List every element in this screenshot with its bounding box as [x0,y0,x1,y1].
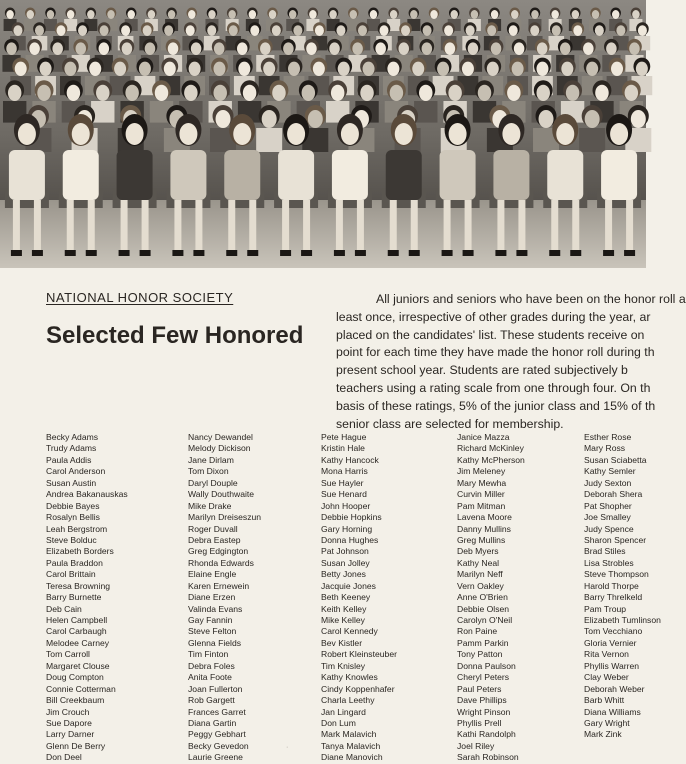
member-name: Andrea Bakanauskas [46,489,128,500]
member-name: Diane Manovich [321,752,383,763]
member-name: Melody Dickison [188,443,251,454]
member-name: Pat Shopher [584,500,632,511]
member-name: Sharon Spencer [584,534,647,545]
member-name: Valinda Evans [188,603,243,614]
member-name: Esther Rose [584,432,632,442]
member-name: Paula Addis [46,454,92,465]
member-name: Tom Vecchiano [584,626,643,637]
member-name: Melodee Carney [46,637,110,648]
intro-line: All juniors and seniors who have been on the honor roll a [376,292,686,306]
member-name: Brad Stiles [584,546,626,557]
member-name: Rita Vernon [584,649,629,660]
member-name: Pete Hague [321,432,367,442]
member-name: Becky Adams [46,432,99,442]
member-name: Debra Eastep [188,534,241,545]
intro-line: teachers using a rating scale from one through four. On th [336,380,651,395]
intro-line: least once, irrespective of other grades during the year, ar [336,309,651,324]
member-name: Diane Erzen [188,592,236,603]
member-name: Marilyn Neff [457,569,503,580]
member-name: Cindy Koppenhafer [321,683,395,694]
member-name: Donna Hughes [321,534,379,545]
intro-line: placed on the candidates' list. These students receive on [336,327,645,342]
member-name: Deb Cain [46,603,82,614]
member-name: Deborah Shera [584,489,643,500]
intro-line: senior class are selected for membership. [336,416,564,431]
names-column-3 [321,432,397,764]
names-column-4 [457,432,525,764]
member-name: Don Deel [46,752,82,763]
member-name: Tim Finton [188,649,229,660]
member-name: Beth Keeney [321,592,371,603]
member-name: Gary Wright [584,717,630,728]
member-name: Deborah Weber [584,683,645,694]
member-name: Dave Phillips [457,695,507,706]
names-column-1 [46,432,128,764]
member-name: Marilyn Dreiseszun [188,512,262,523]
member-name: Kathy Knowles [321,672,378,683]
member-name: Keith Kelley [321,603,367,614]
member-name: Pamm Parkin [457,637,509,648]
member-name: Anne O'Brien [457,592,508,603]
member-name: Pam Mitman [457,500,506,511]
member-name: Janice Mazza [457,432,510,442]
member-name: Ron Paine [457,626,498,637]
intro-line: basis of these ratings, 5% of the junior class and 15% of th [336,398,656,413]
member-name: Deb Myers [457,546,499,557]
member-name: Margaret Clouse [46,660,110,671]
member-name: Gary Horning [321,523,373,534]
section-label: NATIONAL HONOR SOCIETY [46,290,234,305]
member-name: Barry Burnette [46,592,102,603]
member-name: Tanya Malavich [321,740,381,751]
group-photo-icon [0,0,646,268]
member-name: Elaine Engle [188,569,237,580]
member-name: Steve Bolduc [46,534,97,545]
member-name: Rhonda Edwards [188,557,254,568]
member-name: Robert Kleinsteuber [321,649,397,660]
member-name: Bill Creekbaum [46,695,105,706]
member-name: Joan Fullerton [188,683,243,694]
member-name: Tony Patton [457,649,503,660]
member-name: Debbie Bayes [46,500,100,511]
intro-paragraph [336,291,686,433]
member-name: Vern Oakley [457,580,504,591]
member-name: Diana Gartin [188,717,237,728]
member-name: Susan Jolley [321,557,370,568]
member-name: John Hooper [321,500,371,511]
member-name: Debbie Hopkins [321,512,382,523]
member-name: Carol Brittain [46,569,96,580]
member-name: Kristin Hale [321,443,365,454]
member-name: Connie Cotterman [46,683,116,694]
member-name: Peggy Gebhart [188,729,246,740]
member-name: Karen Ernewein [188,580,250,591]
member-name: Teresa Browning [46,580,111,591]
member-name: Steve Felton [188,626,237,637]
member-name: Tim Knisley [321,660,366,671]
member-name: Richard McKinley [457,443,524,454]
member-name: Pam Troup [584,603,627,614]
member-name: Greg Edgington [188,546,249,557]
member-name: Glenna Fields [188,637,242,648]
intro-line: present school year. Students are rated subjectively b [336,363,628,378]
member-name: Kathy Hancock [321,454,379,465]
group-photo [0,0,646,268]
member-name: Jim Crouch [46,706,90,717]
member-name: Betty Jones [321,569,366,580]
member-name: Curvin Miller [457,489,505,500]
member-name: Elizabeth Tumlinson [584,615,661,625]
member-name: Roger Duvall [188,523,238,534]
member-name: Wally Douthwaite [188,489,255,500]
member-name: Mary Mewha [457,477,507,488]
member-name: Mark Zink [584,729,622,740]
member-name: Jacquie Jones [321,580,376,591]
member-name: Kathy McPherson [457,454,525,465]
member-name: Wright Pinson [457,706,511,717]
member-name: Kathy Neal [457,557,500,568]
member-name: Daryl Douple [188,477,238,488]
member-name: Joe Smalley [584,512,631,523]
member-name: Nancy Dewandel [188,432,253,442]
names-column-2 [188,432,261,764]
member-name: Rosalyn Bellis [46,512,100,523]
member-name: Susan Austin [46,477,97,488]
headline: Selected Few Honored [46,322,304,349]
intro-line: point for each time they have made the honor roll during th [336,345,655,360]
member-name: Donna Paulson [457,660,516,671]
member-name: Doug Compton [46,672,104,683]
member-name: Jan Lingard [321,706,366,717]
member-name: Frances Garret [188,706,246,717]
member-name: Harold Thorpe [584,580,639,591]
member-name: Mona Harris [321,466,368,477]
member-name: Trudy Adams [46,443,97,454]
member-name: Carol Carbaugh [46,626,107,637]
member-name: Sue Hayler [321,477,364,488]
member-name: Pat Johnson [321,546,369,557]
member-name: Charla Leethy [321,695,375,706]
member-name: Larry Darner [46,729,95,740]
member-name: Lisa Strobles [584,557,634,568]
member-name: Cheryl Peters [457,672,510,683]
member-name: Phyllis Prell [457,717,502,728]
member-name: Carol Anderson [46,466,106,477]
member-name: Helen Campbell [46,615,108,625]
member-name: Jane Dirlam [188,454,234,465]
member-name: Sue Henard [321,489,367,500]
member-name: Laurie Greene [188,752,243,763]
member-name: Judy Spence [584,523,634,534]
member-name: Greg Mullins [457,534,506,545]
member-name: Diana Williams [584,706,641,717]
member-name: Joel Riley [457,740,495,751]
member-name: Steve Thompson [584,569,649,580]
member-name: Glenn De Berry [46,740,106,751]
member-name: Sarah Robinson [457,752,519,763]
member-name: Bev Kistler [321,637,363,648]
member-name: Elizabeth Borders [46,546,114,557]
member-name: Kathy Semler [584,466,636,477]
member-name: Kathi Randolph [457,729,516,740]
member-name: Leah Bergstrom [46,523,108,534]
member-name: Carol Kennedy [321,626,378,637]
member-name: Tom Dixon [188,466,229,477]
member-name: Barb Whitt [584,695,625,706]
member-name: Clay Weber [584,672,629,683]
member-name: Gloria Vernier [584,637,637,648]
member-name: Paula Braddon [46,557,103,568]
member-name: Gay Fannin [188,615,233,625]
member-name: Mike Drake [188,500,232,511]
member-name: Sue Dapore [46,717,92,728]
member-name: Lavena Moore [457,512,512,523]
member-name: Debra Foles [188,660,235,671]
member-name: Mike Kelley [321,615,365,625]
member-name: Becky Gevedon [188,740,249,751]
member-name: Anita Foote [188,672,232,683]
member-name: Phyllis Warren [584,660,640,671]
member-name: Susan Sciabetta [584,454,647,465]
member-name: Rob Gargett [188,695,235,706]
member-name: Carolyn O'Neil [457,615,513,625]
member-name: Paul Peters [457,683,502,694]
member-name: Debbie Olsen [457,603,510,614]
member-name: Mary Ross [584,443,626,454]
member-name: Mark Malavich [321,729,377,740]
names-column-5 [584,432,661,741]
member-name: Barry Threlkeld [584,592,643,603]
member-name: Danny Mullins [457,523,511,534]
member-name: Judy Sexton [584,477,632,488]
member-name: Jim Meleney [457,466,506,477]
page-mark: · [286,744,289,751]
member-name: Tom Carroll [46,649,90,660]
member-name: Don Lum [321,717,356,728]
